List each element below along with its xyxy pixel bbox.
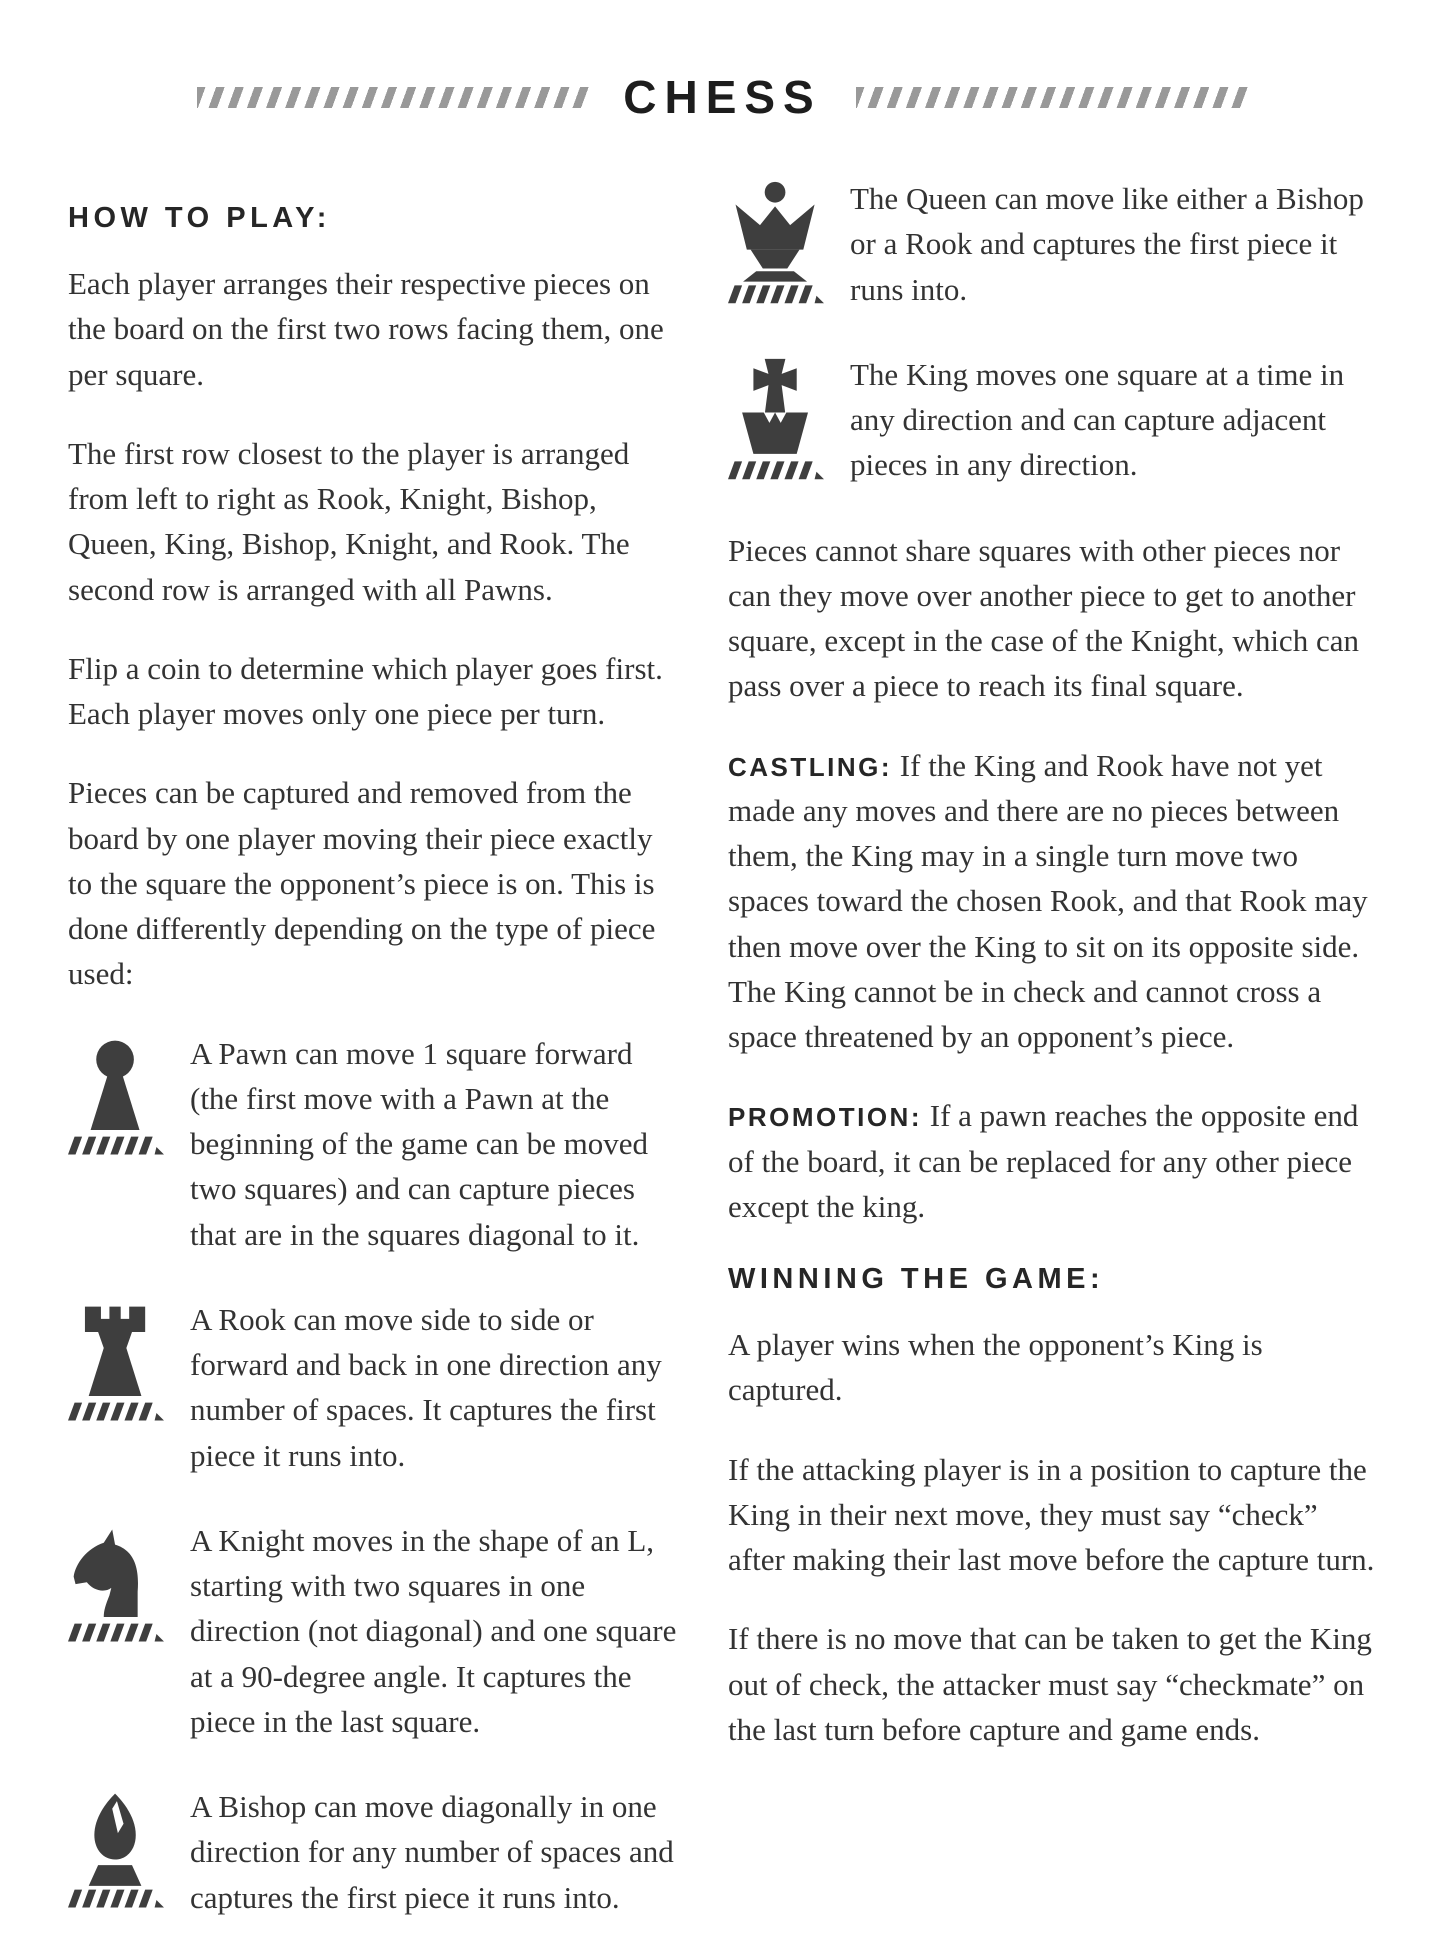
castling-text: If the King and Rook have not yet made any moves and there are no pieces between them, the King may in a single turn move two spaces toward the chosen Rook, and that Rook may then move over the King to sit on its opposite side. The King cannot be in check and cannot cross a space threatened by an opponent’s piece. — [728, 747, 1368, 1054]
king-rule-text: The King moves one square at a time in any direction and can capture adjacent pieces in any direction. — [850, 356, 1345, 483]
winning-the-game-heading: WINNING THE GAME: — [728, 1263, 1105, 1295]
bishop-rule-row — [68, 1784, 680, 1920]
paragraph-checkmate: If there is no move that can be taken to get the King out of check, the attacker must say “checkmate” on the last turn before capture and game ends. — [728, 1621, 1372, 1747]
castling-label: CASTLING: — [728, 751, 893, 782]
how-to-play-heading: HOW TO PLAY: — [68, 202, 331, 234]
paragraph-castling — [728, 743, 1376, 1060]
columns — [68, 176, 1377, 1960]
knight-rule-row — [68, 1518, 680, 1744]
queen-rule-text: The Queen can move like either a Bishop or a Rook and captures the first piece it runs into. — [850, 181, 1364, 307]
page-title: CHESS — [623, 71, 822, 123]
paragraph-coin-flip: Flip a coin to determine which player goes first. Each player moves only one piece per turn. — [68, 650, 663, 731]
rook-rule-row — [68, 1297, 680, 1478]
promotion-text: If a pawn reaches the opposite end of the board, it can be replaced for any other piece except the king. — [728, 1098, 1359, 1224]
rook-rule-text: A Rook can move side to side or forward and back in one direction any number of spaces. It captures the first piece it runs into. — [190, 1301, 662, 1473]
right-column — [728, 176, 1376, 1960]
king-rule-row — [728, 352, 1376, 488]
title-hatch-right — [856, 87, 1248, 108]
pawn-rule-row — [68, 1031, 680, 1257]
bishop-icon — [68, 1784, 164, 1912]
left-column — [68, 176, 680, 1960]
knight-icon — [68, 1518, 164, 1646]
knight-rule-text: A Knight moves in the shape of an L, starting with two squares in one direction (not diagonal) and one square at a 90-degree angle. It captures the piece in the last square. — [190, 1522, 677, 1739]
paragraph-sharing-squares: Pieces cannot share squares with other pieces nor can they move over another piece to get to another square, except in the case of the Knight, which can pass over a piece to reach its final square. — [728, 532, 1359, 704]
paragraph-promotion — [728, 1093, 1376, 1229]
title-hatch-left — [197, 87, 589, 108]
pawn-rule-text: A Pawn can move 1 square forward (the first move with a Pawn at the beginning of the game can be moved two squares) and can capture pieces that are in the squares diagonal to it. — [190, 1035, 648, 1252]
bishop-rule-text: A Bishop can move diagonally in one direction for any number of spaces and captures the first piece it runs into. — [190, 1789, 674, 1915]
pawn-icon — [68, 1031, 164, 1159]
promotion-label: PROMOTION: — [728, 1102, 922, 1133]
paragraph-capturing: Pieces can be captured and removed from the board by one player moving their piece exactly to the square the opponent’s piece is on. This is done differently depending on the type of piece used: — [68, 775, 656, 992]
paragraph-setup: Each player arranges their respective pieces on the board on the first two rows facing them, one per square. — [68, 266, 664, 392]
queen-rule-row — [728, 176, 1376, 312]
paragraph-win-condition: A player wins when the opponent’s King is captured. — [728, 1327, 1263, 1408]
masthead — [164, 70, 1281, 124]
king-icon — [728, 352, 824, 480]
paragraph-check: If the attacking player is in a position to capture the King in their next move, they must say “check” after making their last move before the capture turn. — [728, 1451, 1375, 1577]
queen-icon — [728, 176, 824, 304]
paragraph-first-row: The first row closest to the player is arranged from left to right as Rook, Knight, Bishop, Queen, King, Bishop, Knight, and Rook. The second row is arranged with all Pawns. — [68, 435, 630, 607]
rook-icon — [68, 1297, 164, 1425]
